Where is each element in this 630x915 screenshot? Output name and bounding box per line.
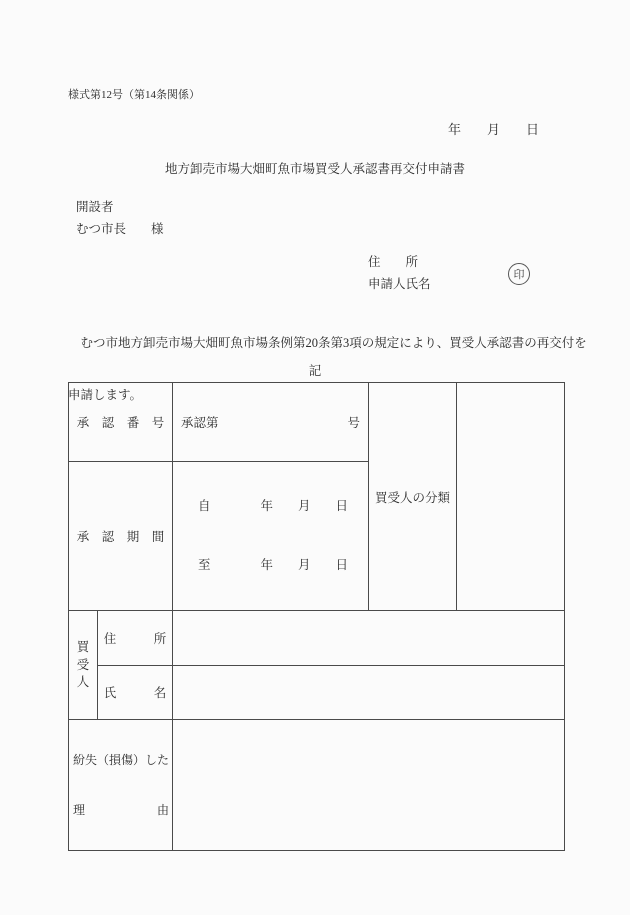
form-number: 様式第12号（第14条関係） xyxy=(68,89,200,101)
buyer-address-label: 住 所 xyxy=(98,611,173,666)
applicant-address-label: 住 所 xyxy=(368,255,419,269)
date-line: 年 月 日 xyxy=(448,122,540,137)
approval-period-label: 承 認 期 間 xyxy=(69,462,173,611)
page-title: 地方卸売市場大畑町魚市場買受人承認書再交付申請書 xyxy=(164,162,465,176)
buyer-address-value xyxy=(173,611,565,666)
approval-period-from: 自 年 月 日 xyxy=(198,499,349,513)
loss-reason-label-line2: 理 由 xyxy=(73,802,170,817)
buyer-group-label: 買 受 人 xyxy=(69,611,98,720)
approval-number-prefix: 承認第 xyxy=(181,416,219,430)
approval-period-field xyxy=(173,462,369,611)
buyer-name-value xyxy=(173,666,565,719)
body-line-2: 申請します。 xyxy=(68,388,143,402)
applicant-name-label: 申請人氏名 xyxy=(368,277,431,291)
addressee-role: 開設者 xyxy=(76,200,114,214)
loss-reason-label-line1: 紛失（損傷）した xyxy=(73,752,170,767)
record-heading: 記 xyxy=(308,364,322,378)
application-table xyxy=(68,382,565,851)
seal-icon: 印 xyxy=(508,263,530,285)
approval-number-suffix: 号 xyxy=(347,416,361,430)
buyer-classification-label: 買受人の分類 xyxy=(369,383,457,611)
buyer-classification-value xyxy=(457,383,565,611)
buyer-name-label: 氏 名 xyxy=(98,666,173,719)
body-line-1: むつ市地方卸売市場大畑町魚市場条例第20条第3項の規定により、買受人承認書の再交付を xyxy=(68,336,587,350)
approval-number-label: 承 認 番 号 xyxy=(69,383,173,462)
loss-reason-value xyxy=(173,719,565,850)
loss-reason-label xyxy=(69,719,173,850)
approval-number-field xyxy=(173,383,369,462)
approval-period-to: 至 年 月 日 xyxy=(198,558,349,572)
addressee-name: むつ市長 様 xyxy=(76,222,164,236)
